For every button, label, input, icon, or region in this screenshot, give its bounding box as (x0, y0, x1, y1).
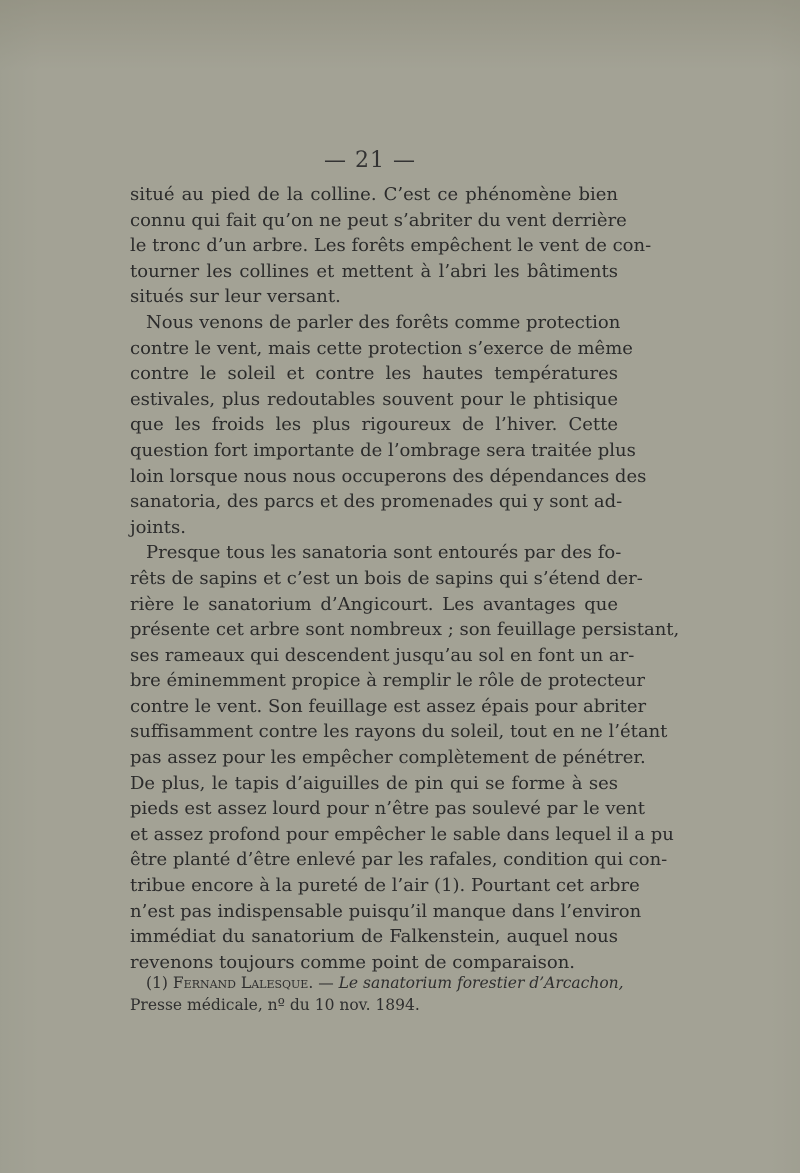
body-line: et assez profond pour empêcher le sable dans lequel il a pu (130, 823, 674, 845)
body-line: ses rameaux qui descendent jusqu’au sol en font un ar- (130, 644, 635, 666)
body-line: immédiat du sanatorium de Falkenstein, auquel nous (130, 926, 618, 948)
body-line: tribue encore à la pureté de l’air (1). Pourtant cet arbre (130, 875, 640, 897)
body-line: connu qui fait qu’on ne peut s’abriter du vent derrière (130, 209, 627, 231)
footnote-line-1 (130, 972, 624, 994)
body-line: contre le vent, mais cette protection s’exerce de même (130, 337, 633, 359)
footnote-author: Fernand Lalesque. (172, 974, 314, 992)
body-line: présente cet arbre sont nombreux ; son feuillage persistant, (130, 619, 680, 641)
body-line: situés sur leur versant. (130, 286, 341, 308)
body-line: pieds est assez lourd pour n’être pas soulevé par le vent (130, 798, 646, 820)
body-line: contre le soleil et contre les hautes températures (130, 363, 618, 385)
body-line: le tronc d’un arbre. Les forêts empêchent le vent de con- (130, 235, 652, 257)
footnote-title: Le sanatorium forestier d’Arcachon, (338, 974, 624, 992)
footnote-dash: — (318, 974, 334, 992)
body-line: estivales, plus redoutables souvent pour le phtisique (130, 388, 618, 410)
body-line: sanatoria, des parcs et des promenades qui y sont ad- (130, 491, 623, 513)
footnote-marker: (1) (146, 974, 168, 992)
body-line: De plus, le tapis d’aiguilles de pin qui se forme à ses (130, 772, 618, 794)
body-line: rière le sanatorium d’Angicourt. Les avantages que (130, 593, 618, 615)
body-line: contre le vent. Son feuillage est assez épais pour abriter (130, 695, 647, 717)
body-line: suffisamment contre les rayons du soleil, tout en ne l’étant (130, 721, 668, 743)
body-line: loin lorsque nous nous occuperons des dépendances des (130, 465, 647, 487)
body-line: n’est pas indispensable puisqu’il manque dans l’environ (130, 900, 642, 922)
body-line: bre éminemment propice à remplir le rôle de protecteur (130, 670, 646, 692)
body-line: pas assez pour les empêcher complètement de pénétrer. (130, 747, 646, 769)
body-line: Presque tous les sanatoria sont entourés par des fo- (146, 542, 622, 564)
body-line: tourner les collines et mettent à l’abri les bâtiments (130, 260, 618, 282)
footnote-source: Presse médicale, nº du 10 nov. 1894. (130, 996, 420, 1014)
body-line: être planté d’être enlevé par les rafales, condition qui con- (130, 849, 668, 871)
body-line: question fort importante de l’ombrage sera traitée plus (130, 439, 636, 461)
body-text (130, 182, 680, 975)
body-line: situé au pied de la colline. C’est ce phénomène bien (130, 184, 618, 205)
body-line: que les froids les plus rigoureux de l’hiver. Cette (130, 414, 618, 436)
body-line: joints. (130, 516, 186, 538)
footnote (130, 972, 624, 1016)
body-line: Nous venons de parler des forêts comme protection (146, 311, 621, 333)
page-number: — 21 — (324, 148, 416, 173)
body-line: revenons toujours comme point de comparaison. (130, 951, 576, 973)
body-line: rêts de sapins et c’est un bois de sapins qui s’étend der- (130, 567, 643, 589)
